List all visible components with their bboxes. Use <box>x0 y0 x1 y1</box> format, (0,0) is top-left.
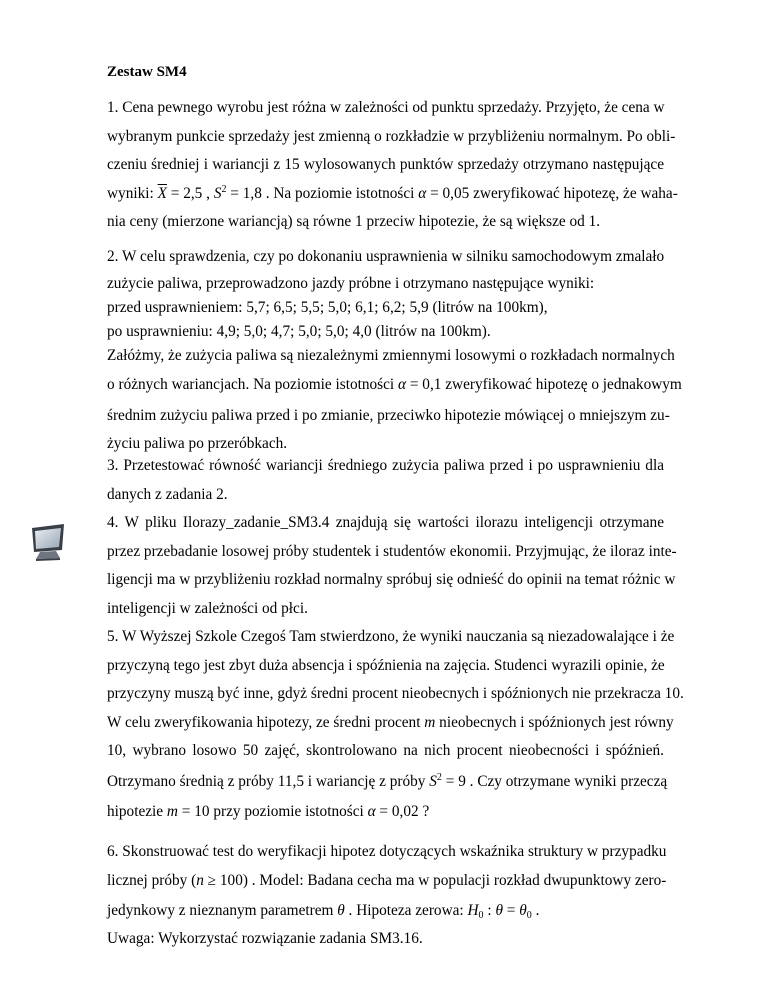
task-1-line-4: wyniki: $\overline{X} = 2,5$ , $S^2 = 1,8$ . Na poziomie istotności α = 0,05 zweryfikować hipotezę, że waha- <box>107 183 678 202</box>
document-title: Zestaw SM4 <box>107 64 187 80</box>
task-2-line-1: 2. W celu sprawdzenia, czy po dokonaniu usprawnienia w silniku samochodowym zmalało <box>107 248 665 265</box>
task-2 <box>107 243 682 459</box>
task-5-line-1: 5. W Wyższej Szkole Czegoś Tam stwierdzono, że wyniki nauczania są niezadowalające i że <box>107 628 675 645</box>
task-2-line-8: życiu paliwa po przeróbkach. <box>107 435 288 453</box>
variance-symbol: S <box>429 772 437 790</box>
alpha-symbol: α <box>397 375 407 393</box>
alpha-symbol: α <box>367 802 376 820</box>
task-2-line-3: przed usprawnieniem: 5,7; 6,5; 5,5; 5,0; 6,1; 6,2; 5,9 (litrów na 100km), <box>107 298 548 316</box>
task-5-line-7: hipotezie m = 10 przy poziomie istotności α = 0,02 ? <box>107 802 430 820</box>
computer-monitor-icon <box>26 520 70 564</box>
task-2-line-5: Załóżmy, że zużycia paliwa są niezależnymi zmiennymi losowymi o rozkładach normalnych <box>107 346 675 364</box>
theta-symbol: θ <box>519 902 527 920</box>
task-5-line-5: 10, wybrano losowo 50 zajęć, skontrolowano na nich procent nieobecności i spóźnień. <box>107 742 664 760</box>
theta-symbol: θ <box>495 902 503 920</box>
task-1-line-5: nia ceny (mierzone wariancją) są równe 1 przeciw hipotezie, że są większe od 1. <box>107 213 601 231</box>
task-4-line-1: 4. W pliku Ilorazy_zadanie_SM3.4 znajdują się wartości ilorazu inteligencji otrzymane <box>107 514 664 531</box>
task-4-line-4: inteligencji w zależności od płci. <box>107 599 308 617</box>
variance-symbol: S <box>213 184 222 202</box>
task-5-line-4: W celu zweryfikowania hipotezy, ze średni procent m nieobecnych i spóźnionych jest równy <box>107 713 674 731</box>
task-1-line-2: wybranym punkcie sprzedaży jest zmienną o rozkładzie w przybliżeniu normalnym. Po obli- <box>107 127 676 145</box>
task-1 <box>107 94 678 237</box>
alpha-symbol: α <box>418 184 427 202</box>
task-5 <box>107 623 684 827</box>
theta-symbol: θ <box>337 902 345 920</box>
task-5-line-6: Otrzymano średnią z próby 11,5 i wariancję z próby $S^2 = 9$ . Czy otrzymane wyniki przeczą <box>107 771 668 790</box>
task-4-line-3: ligencji ma w przybliżeniu rozkład normalny spróbuj się odnieść do opinii na temat różnic w <box>107 571 676 589</box>
task-2-line-7: średnim zużyciu paliwa przed i po zmianie, przeciwko hipotezie mówiącej o mniejszym zu- <box>107 406 670 424</box>
task-3 <box>107 452 664 509</box>
task-2-line-6: o różnych wariancjach. Na poziomie istotności α = 0,1 zweryfikować hipotezę o jednakowym <box>107 375 682 393</box>
task-5-line-2: przyczyną tego jest zbyt duża absencja i spóźnienia na zajęcia. Studenci wyrazili opinie, że <box>107 656 665 674</box>
task-6-line-4: Uwaga: Wykorzystać rozwiązanie zadania SM3.16. <box>107 930 423 948</box>
h-symbol: H <box>467 902 479 920</box>
task-6 <box>107 838 667 951</box>
m-symbol: m <box>424 713 436 731</box>
m-symbol: m <box>166 802 178 820</box>
n-symbol: n <box>196 871 204 889</box>
task-6-line-2: licznej próby (n ≥ 100) . Model: Badana cecha ma w populacji rozkład dwupunktowy zero- <box>107 871 667 889</box>
task-2-line-4: po usprawnieniu: 4,9; 5,0; 4,7; 5,0; 5,0; 4,0 (litrów na 100km). <box>107 322 491 340</box>
task-6-line-3: jedynkowy z nieznanym parametrem θ . Hipoteza zerowa: $H_0$ : $\theta = \theta_0$ . <box>107 902 540 922</box>
task-6-line-1: 6. Skonstruować test do weryfikacji hipotez dotyczących wskaźnika struktury w przypadku <box>107 843 667 860</box>
task-2-line-2: zużycie paliwa, przeprowadzono jazdy próbne i otrzymano następujące wyniki: <box>107 274 595 292</box>
task-1-line-3: czeniu średniej i wariancji z 15 wylosowanych punktów sprzedaży otrzymano następujące <box>107 156 664 174</box>
task-4-line-2: przez przebadanie losowej próby studentek i studentów ekonomii. Przyjmując, że iloraz inte- <box>107 542 677 560</box>
task-3-line-2: danych z zadania 2. <box>107 485 228 503</box>
task-4 <box>107 509 677 623</box>
task-1-line-1: 1. Cena pewnego wyrobu jest różna w zależności od punktu sprzedaży. Przyjęto, że cena w <box>107 99 665 116</box>
mean-symbol: $\overline{X}$ <box>157 184 167 202</box>
task-5-line-3: przyczyny muszą być inne, gdyż średni procent nieobecnych i spóźnionych nie przekracza 10. <box>107 685 684 703</box>
task-3-line-1: 3. Przetestować równość wariancji średniego zużycia paliwa przed i po usprawnieniu dla <box>107 457 664 474</box>
